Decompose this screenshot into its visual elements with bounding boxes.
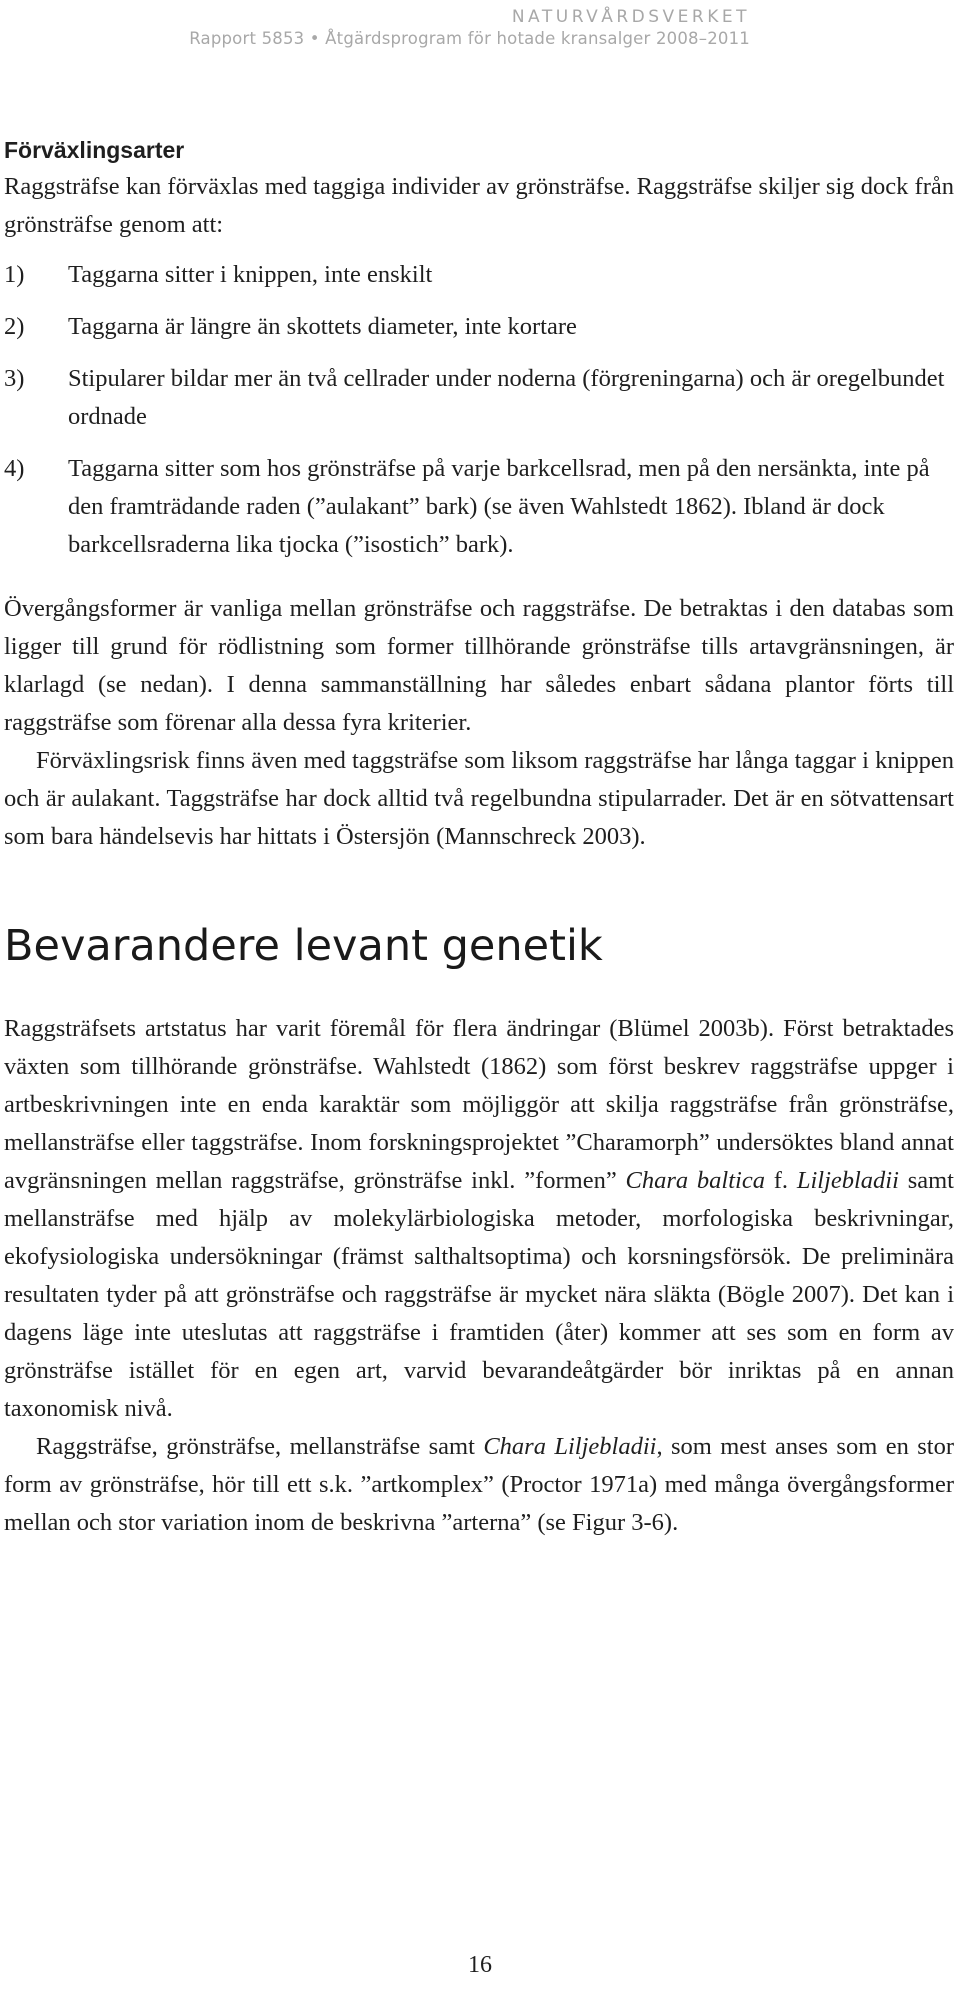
header-report-title: Rapport 5853 • Åtgärdsprogram för hotade kransalger 2008–2011	[189, 29, 750, 48]
paragraph-artstatus	[4, 1010, 954, 1428]
subheading-forvaxlingsarter: Förväxlingsarter	[4, 137, 185, 163]
running-header	[189, 6, 750, 50]
header-organization: NATURVÅRDSVERKET	[511, 7, 750, 27]
list-item	[4, 450, 954, 564]
intro-paragraph: Raggsträfse kan förväxlas med taggiga individer av grönsträfse. Raggsträfse skiljer sig dock från grönsträfse genom att:	[4, 173, 954, 238]
text-run: , som mest anses som en stor form av grönsträfse, hör till ett s.k. ”artkomplex” (Proctor 1971a) med många övergångsformer mellan och stor variation inom de beskrivna ”arterna” (se Figur 3-6).	[4, 1433, 954, 1536]
page-content	[4, 132, 954, 1542]
list-number: 2)	[4, 313, 25, 340]
criteria-list	[4, 256, 954, 564]
list-text: Taggarna sitter i knippen, inte enskilt	[68, 261, 433, 288]
list-number: 1)	[4, 261, 25, 288]
species-name: Chara baltica	[625, 1167, 765, 1194]
list-text: Taggarna sitter som hos grönsträfse på varje barkcellsrad, men på den nersänkta, inte på den framträdande raden (”aulakant” bark) (se även Wahlstedt 1862). Ibland är dock barkcellsraderna lika tjocka (”isostich” bark).	[68, 455, 930, 558]
list-text: Taggarna är längre än skottets diameter, inte kortare	[68, 313, 577, 340]
paragraph-artkomplex	[4, 1428, 954, 1542]
text-run: Raggsträfsets artstatus har varit föremål för flera ändringar (Blümel 2003b). Först betraktades växten som tillhörande grönsträfse. Wahlstedt (1862) som först beskrev raggsträfse uppger i artbeskrivningen inte en enda karaktär som möjliggör att skilja raggsträfse från grönsträfse, mellansträfse eller taggsträfse. Inom forskningsprojektet ”Charamorph” undersöktes bland annat avgränsningen mellan raggsträfse, grönsträfse inkl. ”formen”	[4, 1015, 954, 1194]
list-item	[4, 360, 954, 436]
species-name: Liljebladii	[796, 1167, 899, 1194]
text-run: samt mellansträfse med hjälp av molekylärbiologiska metoder, morfologiska beskrivningar, ekofysiologiska undersökningar (främst salthaltsoptima) och korsningsförsök. De preliminära resultaten tyder på att grönsträfse och raggsträfse är mycket nära släkta (Bögle 2007). Det kan i dagens läge inte uteslutas att raggsträfse i framtiden (åter) kommer att ses som en form av grönsträfse istället för en egen art, varvid bevarandeåtgärder bör inriktas på en annan taxonomisk nivå.	[4, 1167, 954, 1422]
text-run: f.	[764, 1167, 797, 1194]
page-number: 16	[468, 1952, 492, 1978]
list-number: 4)	[4, 455, 25, 482]
section-title-genetik: Bevarandere levant genetik	[4, 921, 603, 971]
list-item	[4, 308, 954, 346]
list-text: Stipularer bildar mer än två cellrader under noderna (förgreningarna) och är oregelbundet ordnade	[68, 365, 945, 430]
list-number: 3)	[4, 365, 25, 392]
species-name: Chara Liljebladii	[483, 1433, 657, 1460]
list-item	[4, 256, 954, 294]
paragraph-overgangsformer: Övergångsformer är vanliga mellan grönsträfse och raggsträfse. De betraktas i den databas som ligger till grund för rödlistning som former tillhörande grönsträfse tills artavgränsningen, är klarlagd (se nedan). I denna sammanställning har således enbart sådana plantor förts till raggsträfse som förenar alla dessa fyra kriterier.	[4, 595, 954, 736]
paragraph-forvaxlingsrisk: Förväxlingsrisk finns även med taggsträfse som liksom raggsträfse har långa taggar i knippen och är aulakant. Taggsträfse har dock alltid två regelbundna stipularrader. Det är en sötvattensart som bara händelsevis har hittats i Östersjön (Mannschreck 2003).	[4, 747, 954, 850]
text-run: Raggsträfse, grönsträfse, mellansträfse samt	[36, 1433, 484, 1460]
